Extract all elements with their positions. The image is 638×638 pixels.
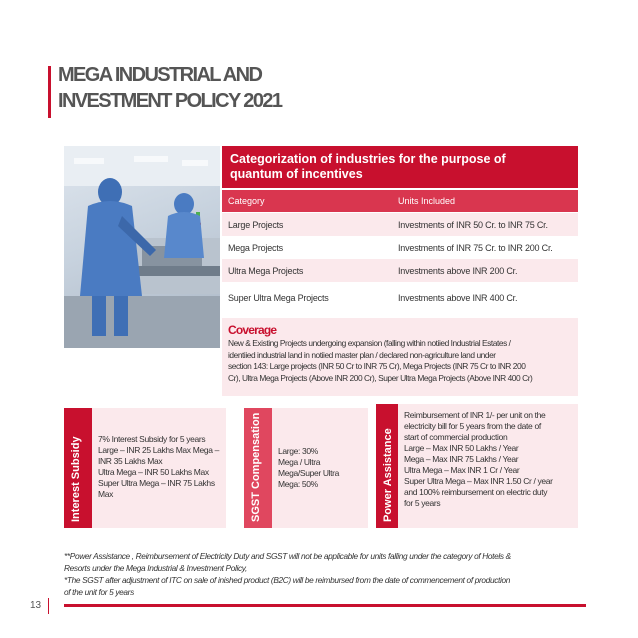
categorization-heading-line-1: Categorization of industries for the purpose of — [230, 152, 506, 166]
coverage-line: section 143: Large projects (INR 50 Cr to INR 75 Cr), Mega Projects (INR 75 Cr to INR 200 — [228, 361, 526, 371]
cleanroom-illustration — [64, 146, 220, 348]
page-title — [58, 62, 338, 114]
title-accent-bar — [48, 66, 51, 118]
column-header-category: Category — [228, 196, 265, 206]
table-cell-category: Mega Projects — [228, 242, 283, 253]
table-cell-category: Ultra Mega Projects — [228, 265, 304, 276]
footer-rule — [64, 604, 586, 607]
coverage-line: New & Existing Projects undergoing expansion (falling within notiied Industrial Estates / — [228, 338, 511, 348]
table-cell-units: Investments of INR 75 Cr. to INR 200 Cr. — [398, 242, 553, 253]
power-assistance-text: Reimbursement of INR 1/- per unit on the electricity bill for 5 years from the date of start of commercial production Large – Max INR 50 Lakhs / Year Mega – Max INR 75 Lakhs / Year Ultra Mega – Max INR 1 Cr / Year Super Ultra Mega – Max INR 1.50 Cr / year and 100% reimbursement on electric duty for 5 years — [398, 404, 578, 528]
coverage-title: Coverage — [228, 323, 277, 337]
categorization-table-header — [222, 190, 578, 212]
interest-subsidy-label: Interest Subsidy — [70, 436, 82, 522]
table-row — [222, 286, 578, 309]
footnote-line: Resorts under the Mega Industrial & Investment Policy, — [64, 563, 247, 573]
column-header-units-included: Units Included — [398, 196, 456, 206]
page-number-separator — [48, 598, 49, 614]
categorization-heading-line-2: quantum of incentives — [230, 167, 363, 181]
coverage-section — [222, 318, 578, 396]
table-cell-units: Investments above INR 200 Cr. — [398, 265, 518, 276]
sgst-text: Large: 30% Mega / Ultra Mega/Super Ultra Mega: 50% — [272, 408, 368, 528]
table-cell-category: Large Projects — [228, 219, 284, 230]
table-cell-category: Super Ultra Mega Projects — [228, 292, 329, 303]
coverage-line: Cr), Ultra Mega Projects (Above INR 200 Cr), Super Ultra Mega Projects (Above INR 400 Cr) — [228, 372, 533, 383]
coverage-line: identiied industrial land in notiied master plan / declared non-agriculture land under — [228, 349, 496, 360]
footnote-line: *The SGST after adjustment of ITC on sale of inished product (B2C) will be reimbursed from the date of commencement of production — [64, 575, 510, 585]
categorization-heading — [222, 146, 578, 188]
interest-subsidy-bar — [64, 408, 92, 528]
table-cell-units: Investments above INR 400 Cr. — [398, 292, 518, 303]
table-row — [222, 259, 578, 282]
table-row — [222, 236, 578, 259]
power-assistance-label: Power Assistance — [382, 428, 394, 522]
sgst-bar — [244, 408, 272, 528]
table-cell-units: Investments of INR 50 Cr. to INR 75 Cr. — [398, 219, 548, 230]
sgst-label: SGST Compensation — [250, 412, 262, 522]
footnote-line: **Power Assistance , Reimbursement of Electricity Duty and SGST will not be applicable for units falling under the category of Hotels & — [64, 551, 511, 561]
page-title-line-2: INVESTMENT POLICY 2021 — [58, 90, 282, 112]
footnote-line: of the unit for 5 years — [64, 587, 134, 597]
page-number: 13 — [30, 600, 42, 611]
footnotes — [64, 550, 584, 598]
interest-subsidy-text: 7% Interest Subsidy for 5 years Large – INR 25 Lakhs Max Mega – INR 35 Lakhs Max Ultra Mega – INR 50 Lakhs Max Super Ultra Mega – INR 75 Lakhs Max — [92, 408, 226, 528]
cleanroom-photo — [64, 146, 220, 348]
page-title-line-1: MEGA INDUSTRIAL AND — [58, 64, 262, 86]
table-row — [222, 213, 578, 236]
coverage-text — [228, 338, 572, 384]
